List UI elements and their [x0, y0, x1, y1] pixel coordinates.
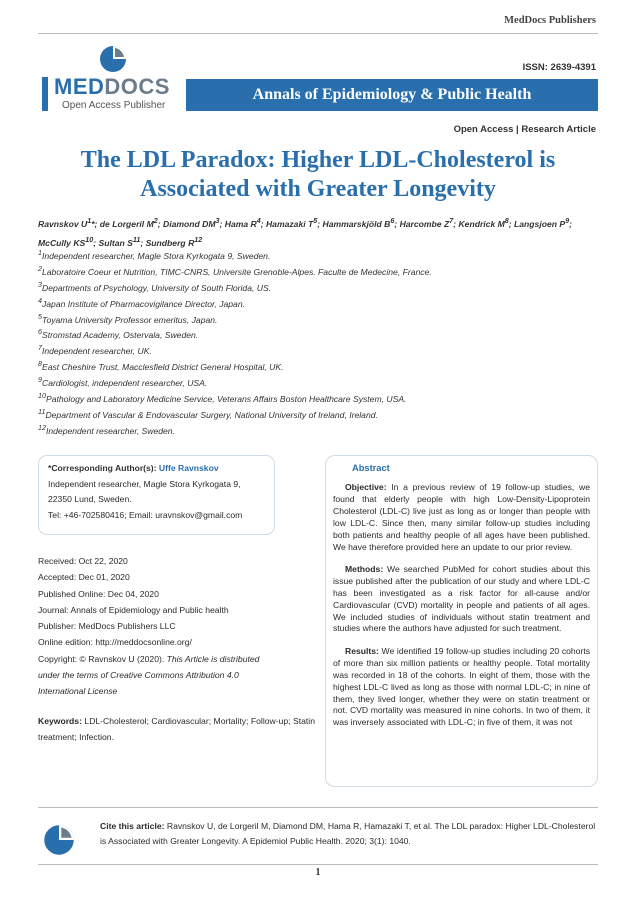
citation-divider — [38, 807, 598, 808]
abstract-results: Results: We identified 19 follow-up studies including 20 cohorts of more than six million patients or healthy people. Total mortality was recorded in 18 of the cohorts. In eight of them, those with the highest LDL-C lived as long as those with normal LDL-C; in nine of them, they lived longer, whether they were on statin treatment or not. CVD mortality was measured in nine cohorts. In two of them, it was inversely associated with LDL-C; in five of them, it was not — [333, 645, 590, 728]
author: de Lorgeril $M^2$; — [99, 217, 163, 229]
article-title: The LDL Paradox: Higher LDL-Cholesterol is Associated with Greater Longevity — [80, 147, 556, 202]
keywords-label: Keywords: — [38, 716, 82, 726]
author: Langsjoen $P^9$; — [514, 217, 572, 229]
top-divider — [38, 33, 598, 34]
journal-banner: Annals of Epidemiology & Public Health — [186, 79, 598, 111]
accepted-date: Accepted: Dec 01, 2020 — [38, 572, 130, 583]
publisher-line: Publisher: MedDocs Publishers LLC — [38, 621, 176, 632]
publisher-name: MedDocs Publishers — [504, 15, 596, 26]
corresponding-author-heading: *Corresponding Author(s): Uffe Ravnskov — [48, 463, 219, 473]
author: Diamond $DM^3$; — [162, 217, 225, 229]
affiliation-list — [38, 246, 600, 437]
publication-info — [38, 553, 283, 700]
author: Harcombe $Z^7$; — [399, 217, 459, 229]
abstract-heading: Abstract — [352, 463, 390, 473]
meddocs-logo — [42, 44, 177, 114]
page-number: 1 — [315, 867, 321, 878]
citation-text: Ravnskov U, de Lorgeril M, Diamond DM, Hama R, Hamazaki T, et al. The LDL paradox: Higher LDL-Cholesterol is Associated with Greater Longevity. A Epidemiol Public Health. 2020; 3(1): 1040. — [100, 821, 596, 847]
author: Hamazaki $T^5$; — [265, 217, 323, 229]
corresponding-contact: Tel: +46-702580416; Email: uravnskov@gmail.com — [48, 509, 243, 520]
author: Hama $R^4$; — [224, 217, 266, 229]
affiliation: $^2$Laboratoire Coeur et Nutrition, TIMC-CNRS, Universite Grenoble-Alpes. Faculte de Medecine, France. — [38, 264, 432, 277]
author: McCully KS$^{10}$; — [38, 235, 99, 248]
logo-wordmark-med: MED — [54, 74, 105, 99]
meddocs-footer-logo-icon — [42, 823, 76, 857]
author: Hammarskjöld $B^6$; — [322, 217, 400, 229]
footer-divider — [38, 864, 598, 865]
affiliation: $^{10}$Pathology and Laboratory Medicine Service, Veterans Affairs Boston Healthcare System, USA. — [38, 392, 407, 404]
published-date: Published Online: Dec 04, 2020 — [38, 588, 159, 599]
corresponding-address-line: Independent researcher, Magle Stora Kyrkogata 9, — [48, 478, 241, 489]
affiliation: $^3$Departments of Psychology, University of South Florida, US. — [38, 280, 272, 293]
affiliation: $^1$Independent researcher, Magle Stora Kyrkogata 9, Sweden. — [38, 249, 271, 261]
logo-wordmark-docs: DOCS — [104, 74, 170, 99]
keywords-text: LDL-Cholesterol; Cardiovascular; Mortality; Follow-up; Statin treatment; Infection. — [38, 716, 315, 742]
affiliation: $^{12}$Independent researcher, Sweden. — [38, 423, 175, 436]
abstract-methods: Methods: We searched PubMed for cohort studies about this issue published after the publication of our study and where LDL-C has been investigated as a risk factor for all-cause and/or Cardiovascular (CVD) mortality in people and patients of all ages. We included studies of individuals without statin treatment and studies where the authors have adjusted for such treatment. — [333, 563, 590, 634]
affiliation: $^5$Toyama University Professor emeritus, Japan. — [38, 312, 218, 325]
author: Ravnskov $U^1*$; — [38, 217, 100, 229]
author: Sundberg $R^{12}$ — [145, 235, 203, 248]
affiliation: $^4$Japan Institute of Pharmacovigilance Director, Japan. — [38, 296, 246, 309]
corresponding-author-name: Uffe Ravnskov — [158, 463, 219, 473]
journal-name: Journal: Annals of Epidemiology and Public health — [38, 604, 229, 615]
affiliation: $^9$Cardiologist, independent researcher, USA. — [38, 376, 208, 388]
logo-tagline: Open Access Publisher — [62, 100, 166, 111]
citation-label: Cite this article: — [100, 821, 165, 831]
issn: ISSN: 2639-4391 — [522, 62, 596, 73]
author: Kendrick $M^8$; — [458, 217, 515, 229]
received-date: Received: Oct 22, 2020 — [38, 556, 128, 566]
logo-accent-bar — [42, 77, 48, 111]
affiliation: $^7$Independent researcher, UK. — [38, 344, 152, 357]
abstract-objective: Objective: In a previous review of 19 follow-up studies, we found that elderly people with high Low-Density-Lipoprotein Cholesterol (LDL-C) live just as long as or longer than people with low LDL-C. Since then, many similar follow-up studies including both patients and healthy people of all ages have been published. We have therefore provided here an update to our prior review. — [333, 482, 590, 552]
corresponding-author-box — [38, 455, 275, 535]
abstract-box — [325, 455, 598, 787]
license-text: This Article is distributed under the terms of Creative Commons Attribution 4.0 International License — [38, 653, 260, 697]
affiliation: $^8$East Cheshire Trust, Macclesfield District General Hospital, UK. — [38, 360, 284, 373]
affiliation: $^{11}$Department of Vascular & Endovascular Surgery, National University of Ireland, Ireland. — [38, 407, 378, 420]
author: Sultan $S^{11}$; — [98, 235, 146, 248]
article-type: Open Access | Research Article — [453, 124, 596, 135]
meddocs-logo-icon — [98, 44, 128, 74]
affiliation: $^6$Stromstad Academy, Ostervala, Sweden. — [38, 328, 199, 341]
citation — [100, 819, 600, 850]
logo-wordmark — [54, 74, 170, 100]
corresponding-address-line: 22350 Lund, Sweden. — [48, 494, 132, 504]
online-edition: Online edition: http://meddocsonline.org/ — [38, 637, 192, 648]
abstract-body — [333, 482, 590, 740]
keywords — [38, 714, 315, 745]
copyright: Copyright: © Ravnskov U (2020). This Article is distributed under the terms of Creative Commons Attribution 4.0 International License — [38, 653, 260, 697]
